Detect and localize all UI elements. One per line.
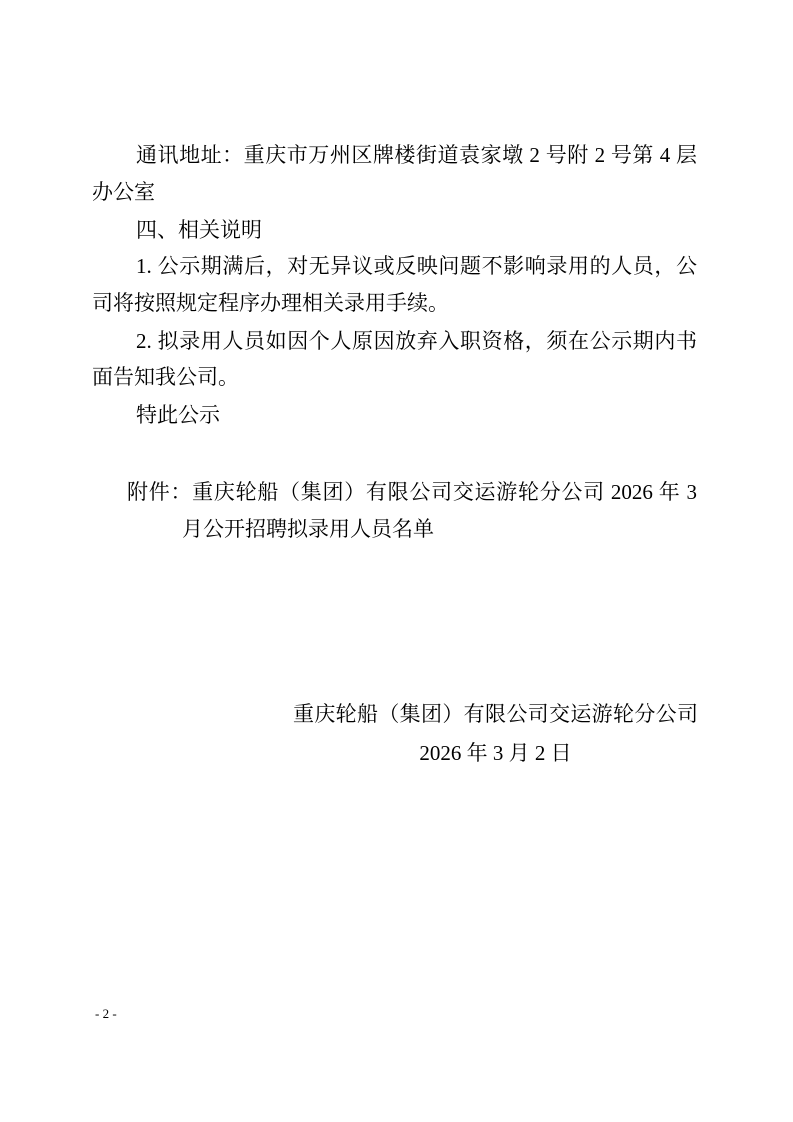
page-number: - 2 - [95, 1006, 117, 1021]
item-1-line-1: 1. 公示期满后，对无异议或反映问题不影响录用的人员，公 [136, 254, 697, 278]
item-1-line-2: 司将按照规定程序办理相关录用手续。 [92, 291, 449, 315]
signature-company: 重庆轮船（集团）有限公司交运游轮分公司 [293, 702, 698, 726]
signature-date: 2026 年 3 月 2 日 [419, 741, 572, 765]
address-line-1: 通讯地址：重庆市万州区牌楼街道袁家墩 2 号附 2 号第 4 层 [136, 143, 697, 167]
attachment-line-1: 附件：重庆轮船（集团）有限公司交运游轮分公司 2026 年 3 [127, 480, 697, 504]
address-line-2: 办公室 [92, 180, 155, 204]
item-2-line-2: 面告知我公司。 [92, 365, 239, 389]
closing-statement: 特此公示 [136, 403, 220, 427]
item-2-line-1: 2. 拟录用人员如因个人原因放弃入职资格，须在公示期内书 [136, 329, 697, 353]
attachment-line-2: 月公开招聘拟录用人员名单 [182, 517, 434, 541]
section-four-heading: 四、相关说明 [136, 218, 262, 242]
